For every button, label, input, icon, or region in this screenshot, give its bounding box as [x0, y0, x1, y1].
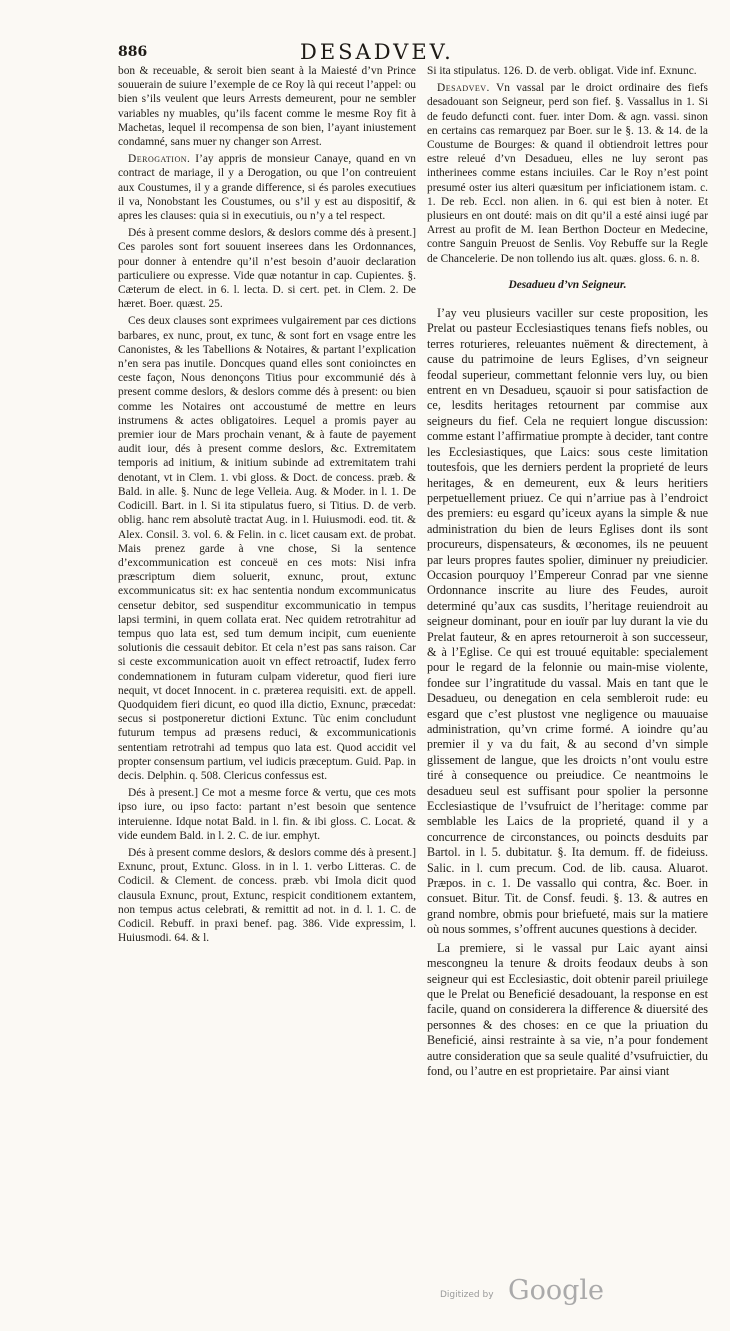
- paragraph: I’ay veu plusieurs vaciller sur ceste proposition, les Prelat ou pasteur Ecclesiastiques tenans fiefs nobles, ou terres roturieres, releuantes nuëment & directement, à cause du patrimoine de leurs Eglises, d’vn seigneur feodal superieur, commettant felonnie vers luy, ou bien entrent en vn Desadueu, sçauoir si pour satisfaction de ce, lesdits heritages retournent par commise aux seigneurs du fief. Cela ne requiert longue discussion: comme estant l’affirmatiue prompte à decider, tant contre les Ecclesiastiques, que Laics: sous ceste limitation toutesfois, que les derniers perdent la proprieté de leurs heritages, & en demeurent, eux & leurs heritiers perpetuellement priuez. Ce qui n’arriue pas à l’endroict des premiers: eu esgard qu’iceux ayans la simple & nue administration du bien de leurs Eglises dont ils sont procureurs, dispensateurs, & œconomes, ils ne peuuent par leurs propres fautes spolier, diminuer ny preiudicier. Occasion pourquoy l’Empereur Conrad par vne sienne Ordonnance inscrite au liure des Feudes, auroit determiné qu’aux cas susdits, l’heritage reuiendroit au seigneur dominant, pour en iouïr par luy durant la vie du Prelat fauteur, & en apres retourneroit à son successeur, & à l’Eglise. Ce qui est trouué equitable: specialement pour le regard de la felonnie ou main-mise violente, fondee sur l’ingratitude du vassal. Mais en tant que le Desadueu, ou denegation en cela sembleroit rude: eu esgard que c’est plustost vne negligence ou mauuaise administration, qu’vn crime formé. A ioindre qu’au premier il y va du fait, & au second d’vn simple glissement de langue, que les droicts n’ont voulu estre tiré à consequence ou preiudice. Ce neantmoins le desadueu seul est suffisant pour spolier la personne Ecclesiastique de l’vsufruict de l’heritage: comme par semblable les Laics de la proprieté, quand il y a concurrence de circonstances, ou poincts desduits par Bartol. in l. 5. dubitatur. §. Ita demum. ff. de fideiuss. Salic. in l. cum precum. Cod. de lib. causa. Aluarot. Præpos. in c. 1. De vassallo qui contra, &c. Boer. in consuet. Bitur. Tit. de Consf. feudi. §. 13. & autres en grand nombre, obmis pour briefueté, mais sur la matiere où nous sommes, s’offrent aucunes questions à decider.: [427, 306, 708, 937]
- paragraph-derogation: [118, 152, 416, 223]
- paragraph-text: Vn vassal par le droict ordinaire des fiefs desadouant son Seigneur, perd son fief. §. Vassallus in 1. Si de feudo defuncti cont. fuer. inter Dom. & agn. vassi. sinon en certains cas remarquez par Boer. sur le §. 13. & 14. de la Coustume de Bourges: & quand il obtiendroit lettres pour estre releué d’vn Desadueu, elles ne luy seront pas intherinees comme estans inciuiles. Car le Roy n’est point presumé oster ius alteri quæsitum per inficiationem istam. c. 1. De reb. Eccl. non alien. in 6. qui est bien à noter. Et plusieurs en ont douté: mais on dit qu’il a esté ainsi iugé par Arrest au profit de M. Iean Berthon Docteur en Medecine, contre Sanguin Preuost de Senlis. Voy Rebuffe sur la Regle de Chancelerie. De non tollendo ius alt. quæs. gloss. 6. n. 8.: [427, 82, 708, 265]
- left-column: [118, 64, 416, 1229]
- right-column: [427, 64, 708, 1229]
- paragraph: Dés à present.] Ce mot a mesme force & vertu, que ces mots ipso iure, ou ipso facto: partant n’est besoin que sentence interuienne. Idque notat Bald. in l. fin. & ibi gloss. C. Locat. & vide eundem Bald. in l. 2. C. de iur. emphyt.: [118, 787, 416, 842]
- running-head: DESADVEV.: [300, 40, 454, 64]
- paragraph: Dés à present comme deslors, & deslors comme dés à present.] Exnunc, prout, Extunc. Gloss. in in l. 1. verbo Litteras. C. de Codicil. & Clement. de concess. præb. vbi Imola dicit quod clausula Exnunc, prout, Extunc, respicit conditionem extantem, non tempus actus celebrati, & remittit ad not. in d. l. 1. C. de Codicil. Rebuff. in praxi benef. pag. 386. Vide expressim, l. Huiusmodi. 64. & l.: [118, 846, 416, 945]
- google-watermark: Google: [508, 1275, 604, 1306]
- paragraph-desadveu: [427, 81, 708, 266]
- digitized-by-label: Digitized by: [440, 1290, 494, 1300]
- page-number: 886: [118, 44, 148, 60]
- paragraph: La premiere, si le vassal pur Laic ayant ainsi mescongneu la tenure & droits feodaux deubs à son seigneur qui est Ecclesiastic, doit obtenir pareil priuilege que le Prelat ou Beneficié desadouant, la response en est facile, quand on considerera la difference & diuersité des personnes & des choses: en ce que la priuation du Beneficié, ainsi restrainte à sa vie, n’a pour fondement autre consideration que sa seule qualité d’vsufruictier, du fond, ou l’autre en est proprietaire. Par ainsi viant: [427, 940, 708, 1078]
- entry-term: Derogation.: [128, 153, 191, 166]
- entry-term: Desadvev.: [437, 82, 490, 95]
- paragraph: Si ita stipulatus. 126. D. de verb. obligat. Vide inf. Exnunc.: [427, 65, 697, 77]
- paragraph: bon & receuable, & seroit bien seant à la Maiesté d’vn Prince souuerain de suiure l’exemple de ce Roy là qui receut l’appel: ou bien s’ils veulent que leurs Arrests demeurent, pour ne sembler variables ny muables, qu’ils facent comme le mesme Roy fit à Machetas, lequel il recompensa de son bien, l’ayant iniustement condamné, sans muer ny changer son Arrest.: [118, 65, 416, 149]
- paragraph: Ces deux clauses sont exprimees vulgairement par ces dictions barbares, ex nunc, prout, ex tunc, & sont fort en vsage entre les Canonistes, & les Tabellions & Notaires, & partant l’explication n’en sera pas inutile. Doncques quand elles sont conioinctes en ceste façon, Nous denonçons Titius pour excommunié dés à present comme deslors, & deslors comme dés à present: ou bien comme les Notaires ont accoustumé de mettre en leurs instrumens & actes obligatoires. Lequel a promis payer au premier iour de Mars prochain venant, & à faute de payement audit iour, dés à present comme deslors, &c. Extremitatem temporis ad initium, & initium subinde ad extremitatem trahi denotant, vt in Clem. 1. vbi gloss. & Doct. de concess. præb. & Bald. in alle. §. Nunc de lege Velleia. Aug. & Moder. in l. 1. De Codicill. Bart. in l. Si ita stipulatus fuero, si Titius. D. de verb. oblig. hanc rem absolutè tractat Aug. in l. Huiusmodi. eod. tit. & Alex. Consil. 3. vol. 6. & Felin. in c. licet causam ext. de probat. Mais prenez garde à vne chose, Si la sentence d’excommunication est conceuë en ces mots: Nisi infra præscriptum diem soluerit, exnunc, prout, extunc excommunicatus sit: ex hac sententia nondum excommunicatus censetur debitor, sed suspenditur excommunicatio in tempus lapsi termini, in quem collata erat. Nec quidem retrotrahitur ad tempus quo lata est, sed tum demum incipit, cum eueniente solutionis die cessauit debitor. Et cela n’est pas sans raison. Car si ceste excommunication auoit vn effect retroactif, Iudex ferro condemnationem in futuram culpam videretur, quod fieri iure nequit, vt docet Innocent. in c. præterea requisiti. ext. de appell. Quodquidem fieri dicunt, eo quod illa dictio, Exnunc, præcedat: secus si postponeretur dictioni Extunc. Tùc enim concludunt futurum tempus ad præsens reduci, & excommunicationis sententiam retrotrahi ad tempus quo lata est. Quod accidit vel propter consensum partium, vel iudicis præceptum. Guid. Pap. in decis. Delphin. q. 508. Clericus confessus est.: [118, 315, 416, 782]
- section-heading: Desadueu d’vn Seigneur.: [508, 278, 627, 291]
- paragraph: Dés à present comme deslors, & deslors comme dés à present.] Ces paroles sont fort souuent inserees dans les Ordonnances, pour donner à entendre qu’il n’est besoin d’auoir declaration particuliere ou expresse. Vide quæ notantur in cap. Cupientes. §. Cæterum de elect. in 6. l. lecta. D. si cert. pet. in Clem. 2. De hæret. Boer. quæst. 25.: [118, 227, 416, 311]
- paragraph-text: I’ay appris de monsieur Canaye, quand en vn contract de mariage, il y a Derogation, ou que l’on contreuient aux Coustumes, il y a grande difference, si és paroles executiues il va, Nonobstant les Coustumes, ou s’il y est au dispositif, & apres les clauses: quia si in executiuis, ou n’y a tel respect.: [118, 153, 416, 223]
